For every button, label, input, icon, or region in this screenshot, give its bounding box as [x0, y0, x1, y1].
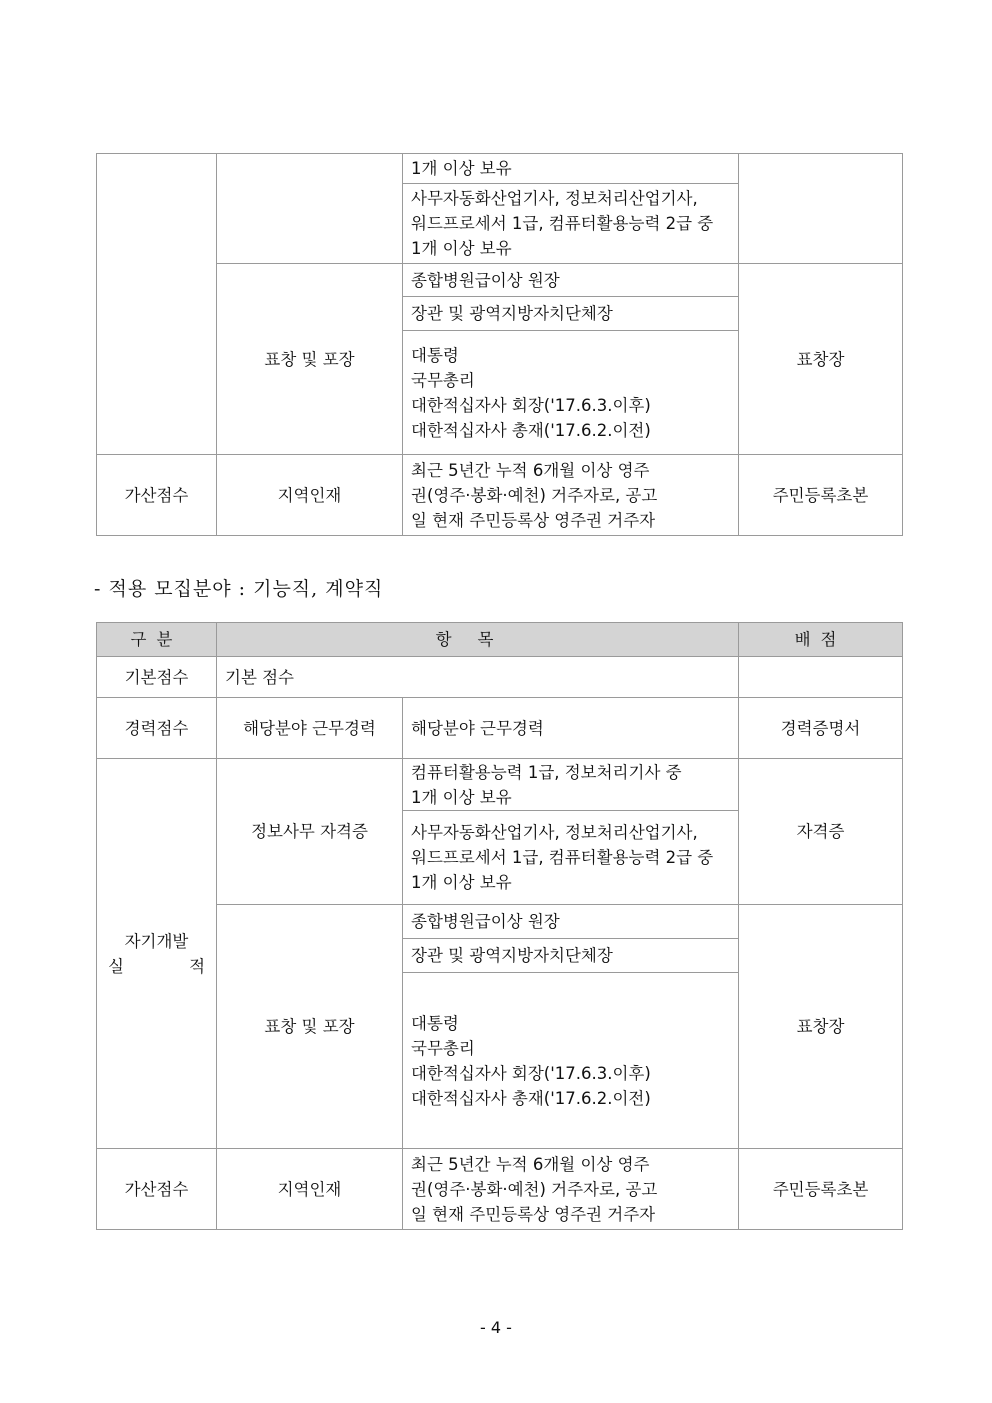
award-item-cell: 장관 및 광역지방자치단체장: [403, 297, 739, 331]
basic-label-cell: 기본점수: [97, 657, 217, 698]
award-item-cell: 장관 및 광역지방자치단체장: [403, 939, 739, 973]
cert-item-cell: 사무자동화산업기사, 정보처리산업기사, 워드프로세서 1급, 컴퓨터활용능력 2급 중 1개 이상 보유: [403, 811, 739, 905]
bonus-label-cell: 가산점수: [97, 1149, 217, 1230]
award-category-cell: 표창 및 포장: [217, 905, 403, 1149]
bonus-doc-cell: 주민등록초본: [739, 1149, 903, 1230]
bonus-doc-cell: 주민등록초본: [739, 455, 903, 536]
bonus-item-cell: 최근 5년간 누적 6개월 이상 영주 권(영주·봉화·예천) 거주자로, 공고 일 현재 주민등록상 영주권 거주자: [403, 1149, 739, 1230]
header-score: 배점: [739, 623, 903, 657]
self-dev-label-cell: 자기개발 실 적: [97, 759, 217, 1149]
career-category-cell: 해당분야 근무경력: [217, 698, 403, 759]
cert-doc-cell: 자격증: [739, 759, 903, 905]
award-doc-cell: 표창장: [739, 905, 903, 1149]
subcategory-cell-empty: [217, 154, 403, 264]
award-category-cell: 표창 및 포장: [217, 264, 403, 455]
page-number: - 4 -: [480, 1318, 512, 1337]
bonus-category-cell: 지역인재: [217, 455, 403, 536]
award-item-cell: 대통령 국무총리 대한적십자사 회장('17.6.3.이후) 대한적십자사 총재('17.6.2.이전): [403, 973, 739, 1149]
award-doc-cell: 표창장: [739, 264, 903, 455]
section-heading: - 적용 모집분야 : 기능직, 계약직: [94, 578, 384, 600]
cert-item-cell: 컴퓨터활용능력 1급, 정보처리기사 중 1개 이상 보유: [403, 759, 739, 811]
career-doc-cell: 경력증명서: [739, 698, 903, 759]
basic-item-cell: 기본 점수: [217, 657, 739, 698]
bonus-category-cell: 지역인재: [217, 1149, 403, 1230]
header-item: 항목: [217, 623, 739, 657]
scoring-table: [96, 622, 903, 1230]
scoring-table-continued: [96, 153, 903, 536]
cert-item-cell: 1개 이상 보유: [403, 154, 739, 184]
cert-item-cell: 사무자동화산업기사, 정보처리산업기사, 워드프로세서 1급, 컴퓨터활용능력 2급 중 1개 이상 보유: [403, 184, 739, 264]
award-item-cell: 대통령 국무총리 대한적십자사 회장('17.6.3.이후) 대한적십자사 총재('17.6.2.이전): [403, 331, 739, 455]
career-item-cell: 해당분야 근무경력: [403, 698, 739, 759]
category-cell-empty: [97, 154, 217, 455]
bonus-item-cell: 최근 5년간 누적 6개월 이상 영주 권(영주·봉화·예천) 거주자로, 공고 일 현재 주민등록상 영주권 거주자: [403, 455, 739, 536]
award-item-cell: 종합병원급이상 원장: [403, 264, 739, 297]
award-item-cell: 종합병원급이상 원장: [403, 905, 739, 939]
bonus-label-cell: 가산점수: [97, 455, 217, 536]
career-label-cell: 경력점수: [97, 698, 217, 759]
cert-category-cell: 정보사무 자격증: [217, 759, 403, 905]
doc-cell-empty: [739, 154, 903, 264]
basic-doc-cell: [739, 657, 903, 698]
header-category: 구분: [97, 623, 217, 657]
